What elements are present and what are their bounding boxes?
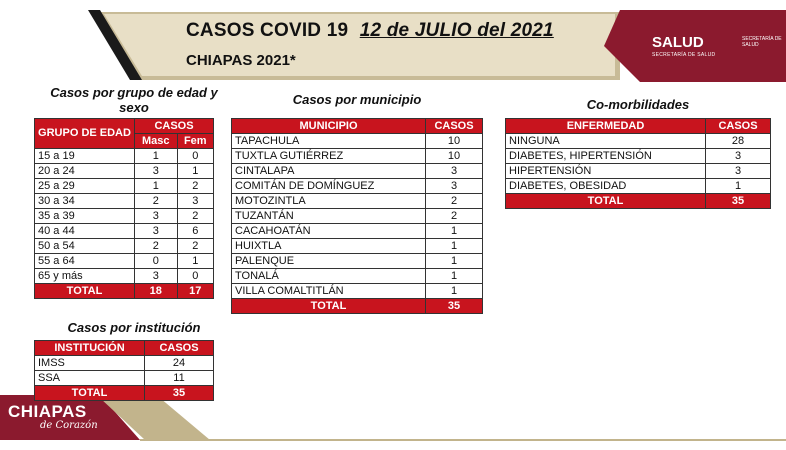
inst-cases-cell: 11 [145,371,214,386]
com-total: 35 [706,194,771,209]
table-row [35,149,214,164]
secretaria-logo: SECRETARÍA DE SALUD [742,36,782,48]
mun-cases-cell: 1 [426,239,483,254]
chiapas-logo-subtitle: de Corazón [40,420,98,431]
municipality-cell: CINTALAPA [232,164,426,179]
com-total-row [506,194,771,209]
municipality-cell: PALENQUE [232,254,426,269]
comorbidities-table [505,118,771,209]
age-group-header: GRUPO DE EDAD [35,119,135,149]
fem-header: Fem [177,134,213,149]
table-row [506,164,771,179]
salud-logo-subtitle: SECRETARÍA DE SALUD [652,52,716,58]
institution-cell: SSA [35,371,145,386]
disease-header: ENFERMEDAD [506,119,706,134]
masc-cell: 3 [135,224,178,239]
disease-cell: DIABETES, HIPERTENSIÓN [506,149,706,164]
fem-cell: 0 [177,149,213,164]
municipality-cell: VILLA COMALTITLÁN [232,284,426,299]
disease-cell: HIPERTENSIÓN [506,164,706,179]
table-row [35,179,214,194]
table-row [35,254,214,269]
mun-cases-cell: 10 [426,149,483,164]
age-group-cell: 55 a 64 [35,254,135,269]
fem-cell: 0 [177,269,213,284]
table-row [506,149,771,164]
municipality-cell: HUIXTLA [232,239,426,254]
fem-cell: 1 [177,254,213,269]
table-row [232,134,483,149]
mun-cases-cell: 1 [426,254,483,269]
total-masc: 18 [135,284,178,299]
mun-total-label: TOTAL [232,299,426,314]
table-row [35,239,214,254]
fem-cell: 3 [177,194,213,209]
table-row [35,356,214,371]
table-row [232,284,483,299]
mun-cases-cell: 1 [426,269,483,284]
chiapas-logo: CHIAPAS [8,402,87,421]
table-row [232,254,483,269]
table-row [506,179,771,194]
age-group-cell: 35 a 39 [35,209,135,224]
page-subtitle: CHIAPAS 2021* [186,52,296,69]
municipality-cell: MOTOZINTLA [232,194,426,209]
municipality-table [231,118,483,314]
municipality-cell: TUZANTÁN [232,209,426,224]
disease-cell: NINGUNA [506,134,706,149]
table-row [232,209,483,224]
age-group-cell: 20 a 24 [35,164,135,179]
com-cases-cell: 3 [706,164,771,179]
fem-cell: 2 [177,239,213,254]
fem-cell: 2 [177,209,213,224]
institution-header: INSTITUCIÓN [35,341,145,356]
municipality-header: MUNICIPIO [232,119,426,134]
fem-cell: 1 [177,164,213,179]
cases-header: CASOS [135,119,214,134]
inst-cases-header: CASOS [145,341,214,356]
age-sex-table [34,118,214,299]
mun-cases-header: CASOS [426,119,483,134]
table-row [232,194,483,209]
municipality-cell: TUXTLA GUTIÉRREZ [232,149,426,164]
age-group-cell: 40 a 44 [35,224,135,239]
table-row [35,194,214,209]
municipality-title: Casos por municipio [292,92,422,107]
table-row [232,269,483,284]
municipality-cell: TONALÁ [232,269,426,284]
age-group-cell: 25 a 29 [35,179,135,194]
masc-cell: 1 [135,149,178,164]
disease-cell: DIABETES, OBESIDAD [506,179,706,194]
mun-total-row [232,299,483,314]
total-label: TOTAL [35,284,135,299]
masc-cell: 3 [135,209,178,224]
masc-cell: 2 [135,239,178,254]
municipality-cell: CACAHOATÁN [232,224,426,239]
salud-logo: SALUD [652,34,704,51]
page-title [186,20,554,42]
mun-total: 35 [426,299,483,314]
institution-cell: IMSS [35,356,145,371]
com-cases-cell: 1 [706,179,771,194]
table-row [232,239,483,254]
institution-title: Casos por institución [67,320,201,335]
masc-cell: 3 [135,269,178,284]
mun-cases-cell: 2 [426,194,483,209]
title-date: 12 de JULIO del 2021 [359,20,554,41]
comorbidities-title: Co-morbilidades [586,97,690,112]
total-fem: 17 [177,284,213,299]
inst-total: 35 [145,386,214,401]
fem-cell: 2 [177,179,213,194]
table-row [35,269,214,284]
institution-table [34,340,214,401]
inst-total-label: TOTAL [35,386,145,401]
title-text: CASOS COVID 19 [186,20,349,41]
table-row [232,164,483,179]
mun-cases-cell: 10 [426,134,483,149]
age-total-row [35,284,214,299]
age-group-cell: 65 y más [35,269,135,284]
inst-cases-cell: 24 [145,356,214,371]
mun-cases-cell: 2 [426,209,483,224]
age-group-cell: 50 a 54 [35,239,135,254]
masc-cell: 0 [135,254,178,269]
municipality-cell: TAPACHULA [232,134,426,149]
table-row [506,134,771,149]
masc-cell: 1 [135,179,178,194]
age-sex-title: Casos por grupo de edad y sexo [50,85,218,115]
table-row [35,209,214,224]
masc-header: Masc [135,134,178,149]
mun-cases-cell: 1 [426,284,483,299]
mun-cases-cell: 3 [426,164,483,179]
table-row [35,224,214,239]
table-row [232,149,483,164]
com-total-label: TOTAL [506,194,706,209]
masc-cell: 2 [135,194,178,209]
table-row [35,164,214,179]
age-group-cell: 30 a 34 [35,194,135,209]
table-row [232,224,483,239]
municipality-cell: COMITÁN DE DOMÍNGUEZ [232,179,426,194]
age-group-cell: 15 a 19 [35,149,135,164]
inst-total-row [35,386,214,401]
com-cases-cell: 28 [706,134,771,149]
table-row [232,179,483,194]
masc-cell: 3 [135,164,178,179]
mun-cases-cell: 1 [426,224,483,239]
com-cases-cell: 3 [706,149,771,164]
fem-cell: 6 [177,224,213,239]
mun-cases-cell: 3 [426,179,483,194]
table-row [35,371,214,386]
com-cases-header: CASOS [706,119,771,134]
